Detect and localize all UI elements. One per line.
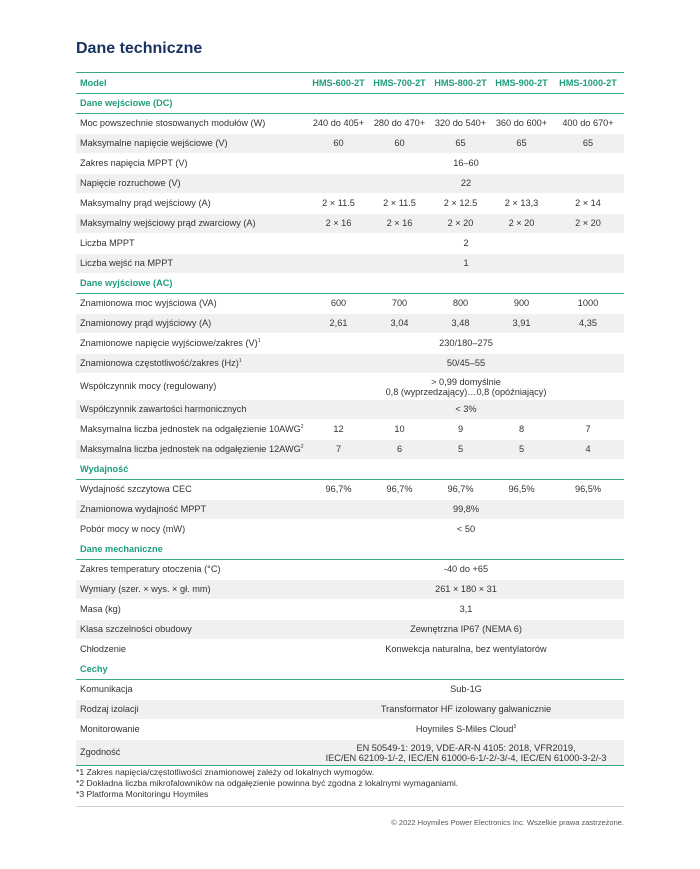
value-text: < 3% [455, 404, 477, 414]
row-label [76, 194, 308, 214]
value-cell: 6 [369, 440, 430, 460]
footnote-marker: 2 [300, 423, 304, 430]
model-column-header: HMS-700-2T [369, 73, 430, 94]
footnote-marker: 2 [300, 443, 304, 450]
value-cell: 2 × 13,3 [491, 194, 552, 214]
table-row [76, 114, 624, 134]
shared-value-cell [308, 334, 624, 354]
value-cell: 2 × 16 [308, 214, 369, 234]
value-cell: 5 [491, 440, 552, 460]
row-label-text: Rodzaj izolacji [80, 704, 139, 714]
model-column-header: HMS-800-2T [430, 73, 491, 94]
row-label [76, 254, 308, 274]
value-cell: 9 [430, 420, 491, 440]
row-label-text: Współczynnik mocy (regulowany) [80, 381, 217, 391]
section-title: Dane wyjściowe (AC) [76, 274, 624, 294]
table-row [76, 720, 624, 740]
table-row [76, 400, 624, 420]
value-cell: 96,7% [430, 480, 491, 500]
value-text: Transformator HF izolowany galwanicznie [380, 704, 552, 714]
row-label-text: Pobór mocy w nocy (mW) [80, 524, 186, 534]
value-cell: 320 do 540+ [430, 114, 491, 134]
table-row [76, 334, 624, 354]
value-cell: 2 × 11.5 [308, 194, 369, 214]
footnotes [76, 767, 458, 800]
value-cell: 700 [369, 294, 430, 314]
row-label-text: Zakres temperatury otoczenia (°C) [80, 564, 221, 574]
row-label-text: Znamionowa częstotliwość/zakres (Hz) [80, 358, 239, 368]
page-title: Dane techniczne [76, 40, 203, 57]
shared-value-cell [308, 234, 624, 254]
value-cell: 600 [308, 294, 369, 314]
section-title: Wydajność [76, 460, 624, 480]
value-text: Sub-1G [450, 684, 482, 694]
footnote-marker: 3 [513, 723, 517, 730]
value-cell: 360 do 600+ [491, 114, 552, 134]
footnote: *1 Zakres napięcia/częstotliwości znamionowej zależy od lokalnych wymogów. [76, 767, 375, 777]
table-row [76, 174, 624, 194]
row-label [76, 560, 308, 580]
value-text: Hoymiles S-Miles Cloud [415, 724, 514, 734]
row-label-text: Liczba MPPT [80, 238, 135, 248]
row-label [76, 314, 308, 334]
value-cell: 240 do 405+ [308, 114, 369, 134]
table-row [76, 520, 624, 540]
row-label-text: Maksymalna liczba jednostek na odgałęzienie 12AWG [80, 444, 301, 454]
value-text: 16–60 [453, 158, 479, 168]
value-cell: 65 [552, 134, 624, 154]
shared-value-cell [308, 500, 624, 520]
table-row [76, 234, 624, 254]
value-cell: 2 × 14 [552, 194, 624, 214]
value-cell: 1000 [552, 294, 624, 314]
spec-table [76, 72, 624, 766]
row-label-text: Znamionowe napięcie wyjściowe/zakres (V) [80, 338, 258, 348]
value-cell: 7 [552, 420, 624, 440]
value-text: Zewnętrzna IP67 (NEMA 6) [410, 624, 522, 634]
row-label [76, 334, 308, 354]
row-label [76, 500, 308, 520]
row-label [76, 740, 308, 766]
value-text: 50/45–55 [446, 358, 486, 368]
row-label [76, 294, 308, 314]
table-row [76, 480, 624, 500]
table-row [76, 194, 624, 214]
table-row [76, 314, 624, 334]
row-label-text: Znamionowa wydajność MPPT [80, 504, 207, 514]
value-cell: 2 × 16 [369, 214, 430, 234]
value-text: 3,1 [459, 604, 473, 614]
row-label-text: Moc powszechnie stosowanych modułów (W) [80, 118, 266, 128]
value-text: < 50 [456, 524, 476, 534]
table-row [76, 214, 624, 234]
value-cell: 60 [369, 134, 430, 154]
row-label [76, 720, 308, 740]
row-label-text: Maksymalny prąd wejściowy (A) [80, 198, 211, 208]
row-label-text: Zgodność [80, 747, 121, 757]
footer-divider [76, 806, 624, 807]
shared-value-cell [308, 640, 624, 660]
value-cell: 2 × 20 [491, 214, 552, 234]
section-header-row [76, 460, 624, 480]
table-row [76, 354, 624, 374]
model-column-header: HMS-900-2T [491, 73, 552, 94]
row-label-text: Chłodzenie [80, 644, 126, 654]
row-label-text: Klasa szczelności obudowy [80, 624, 192, 634]
value-cell: 4 [552, 440, 624, 460]
shared-value-cell [308, 720, 624, 740]
value-cell: 96,5% [552, 480, 624, 500]
value-cell: 96,5% [491, 480, 552, 500]
value-cell: 4,35 [552, 314, 624, 334]
row-label [76, 114, 308, 134]
section-title: Cechy [76, 660, 624, 680]
table-row [76, 560, 624, 580]
shared-value-cell [308, 580, 624, 600]
shared-value-cell [308, 400, 624, 420]
table-row [76, 700, 624, 720]
value-cell: 65 [430, 134, 491, 154]
value-text: 1 [463, 258, 469, 268]
value-cell: 2,61 [308, 314, 369, 334]
footnote-marker: 1 [257, 337, 261, 344]
row-label-text: Komunikacja [80, 684, 133, 694]
table-row [76, 740, 624, 766]
row-label [76, 440, 308, 460]
row-label [76, 174, 308, 194]
value-text: 2 [463, 238, 469, 248]
value-cell: 2 × 11.5 [369, 194, 430, 214]
value-text: 261 × 180 × 31 [435, 584, 497, 594]
table-row [76, 500, 624, 520]
row-label-text: Wydajność szczytowa CEC [80, 484, 192, 494]
value-cell: 5 [430, 440, 491, 460]
value-line: 0,8 (wyprzedzający)…0,8 (opóźniający) [385, 386, 547, 397]
model-column-header: HMS-600-2T [308, 73, 369, 94]
value-cell: 800 [430, 294, 491, 314]
row-label [76, 580, 308, 600]
shared-value-cell [308, 680, 624, 700]
footnote: *2 Dokładna liczba mikrofalowników na odgałęzienie powinna być zgodna z lokalnymi wymaganiami. [76, 778, 459, 788]
shared-value-cell [308, 600, 624, 620]
row-label [76, 354, 308, 374]
value-cell: 96,7% [369, 480, 430, 500]
table-row [76, 294, 624, 314]
shared-value-cell [308, 254, 624, 274]
row-label-text: Monitorowanie [80, 724, 140, 734]
row-label-text: Zakres napięcia MPPT (V) [80, 158, 188, 168]
table-row [76, 420, 624, 440]
shared-value-cell [308, 700, 624, 720]
row-label [76, 640, 308, 660]
row-label [76, 234, 308, 254]
row-label-text: Maksymalny wejściowy prąd zwarciowy (A) [80, 218, 256, 228]
value-cell: 8 [491, 420, 552, 440]
row-label [76, 374, 308, 400]
shared-value-cell [308, 740, 624, 766]
copyright-notice: © 2022 Hoymiles Power Electronics Inc. Wszelkie prawa zastrzeżone. [391, 818, 624, 827]
shared-value-cell [308, 174, 624, 194]
value-cell: 2 × 20 [552, 214, 624, 234]
footnote-marker: 1 [238, 357, 242, 364]
table-row [76, 254, 624, 274]
row-label-text: Współczynnik zawartości harmonicznych [80, 404, 247, 414]
shared-value-cell [308, 620, 624, 640]
value-cell: 2 × 20 [430, 214, 491, 234]
value-cell: 60 [308, 134, 369, 154]
row-label-text: Masa (kg) [80, 604, 121, 614]
table-row [76, 680, 624, 700]
footnote: *3 Platforma Monitoringu Hoymiles [76, 789, 209, 799]
row-label [76, 620, 308, 640]
row-label [76, 154, 308, 174]
model-header: Model [76, 73, 308, 94]
value-cell: 7 [308, 440, 369, 460]
section-header-row [76, 94, 624, 114]
section-header-row [76, 660, 624, 680]
section-title: Dane mechaniczne [76, 540, 624, 560]
row-label-text: Maksymalna liczba jednostek na odgałęzienie 10AWG [80, 424, 301, 434]
table-header-row [76, 73, 624, 94]
row-label [76, 680, 308, 700]
table-row [76, 134, 624, 154]
value-cell: 280 do 470+ [369, 114, 430, 134]
value-cell: 65 [491, 134, 552, 154]
value-line: IEC/EN 62109-1/-2, IEC/EN 61000-6-1/-2/-3/-4, IEC/EN 61000-3-2/-3 [325, 752, 607, 763]
row-label-text: Maksymalne napięcie wejściowe (V) [80, 138, 228, 148]
shared-value-cell [308, 520, 624, 540]
value-cell: 3,04 [369, 314, 430, 334]
table-row [76, 440, 624, 460]
row-label [76, 420, 308, 440]
value-cell: 900 [491, 294, 552, 314]
value-text: 22 [460, 178, 472, 188]
value-text: 99,8% [452, 504, 480, 514]
table-row [76, 640, 624, 660]
value-cell: 10 [369, 420, 430, 440]
row-label-text: Znamionowa moc wyjściowa (VA) [80, 298, 217, 308]
value-text: -40 do +65 [443, 564, 489, 574]
value-cell: 12 [308, 420, 369, 440]
value-text: Konwekcja naturalna, bez wentylatorów [385, 644, 547, 654]
row-label-text: Liczba wejść na MPPT [80, 258, 173, 268]
value-line: > 0,99 domyślnie [431, 376, 501, 387]
shared-value-cell [308, 154, 624, 174]
row-label [76, 400, 308, 420]
model-column-header: HMS-1000-2T [552, 73, 624, 94]
table-row [76, 154, 624, 174]
row-label-text: Napięcie rozruchowe (V) [80, 178, 181, 188]
table-row [76, 600, 624, 620]
section-title: Dane wejściowe (DC) [76, 94, 624, 114]
value-line: EN 50549-1: 2019, VDE-AR-N 4105: 2018, VFR2019, [356, 742, 576, 753]
row-label [76, 520, 308, 540]
value-cell: 3,48 [430, 314, 491, 334]
value-cell: 400 do 670+ [552, 114, 624, 134]
row-label-text: Wymiary (szer. × wys. × gł. mm) [80, 584, 211, 594]
row-label [76, 480, 308, 500]
section-header-row [76, 274, 624, 294]
shared-value-cell [308, 374, 624, 400]
value-cell: 96,7% [308, 480, 369, 500]
row-label [76, 700, 308, 720]
shared-value-cell [308, 560, 624, 580]
row-label [76, 214, 308, 234]
shared-value-cell [308, 354, 624, 374]
value-cell: 3,91 [491, 314, 552, 334]
table-row [76, 374, 624, 400]
section-header-row [76, 540, 624, 560]
table-row [76, 620, 624, 640]
value-text: 230/180–275 [439, 338, 493, 348]
value-cell: 2 × 12.5 [430, 194, 491, 214]
row-label [76, 134, 308, 154]
row-label-text: Znamionowy prąd wyjściowy (A) [80, 318, 212, 328]
table-row [76, 580, 624, 600]
row-label [76, 600, 308, 620]
